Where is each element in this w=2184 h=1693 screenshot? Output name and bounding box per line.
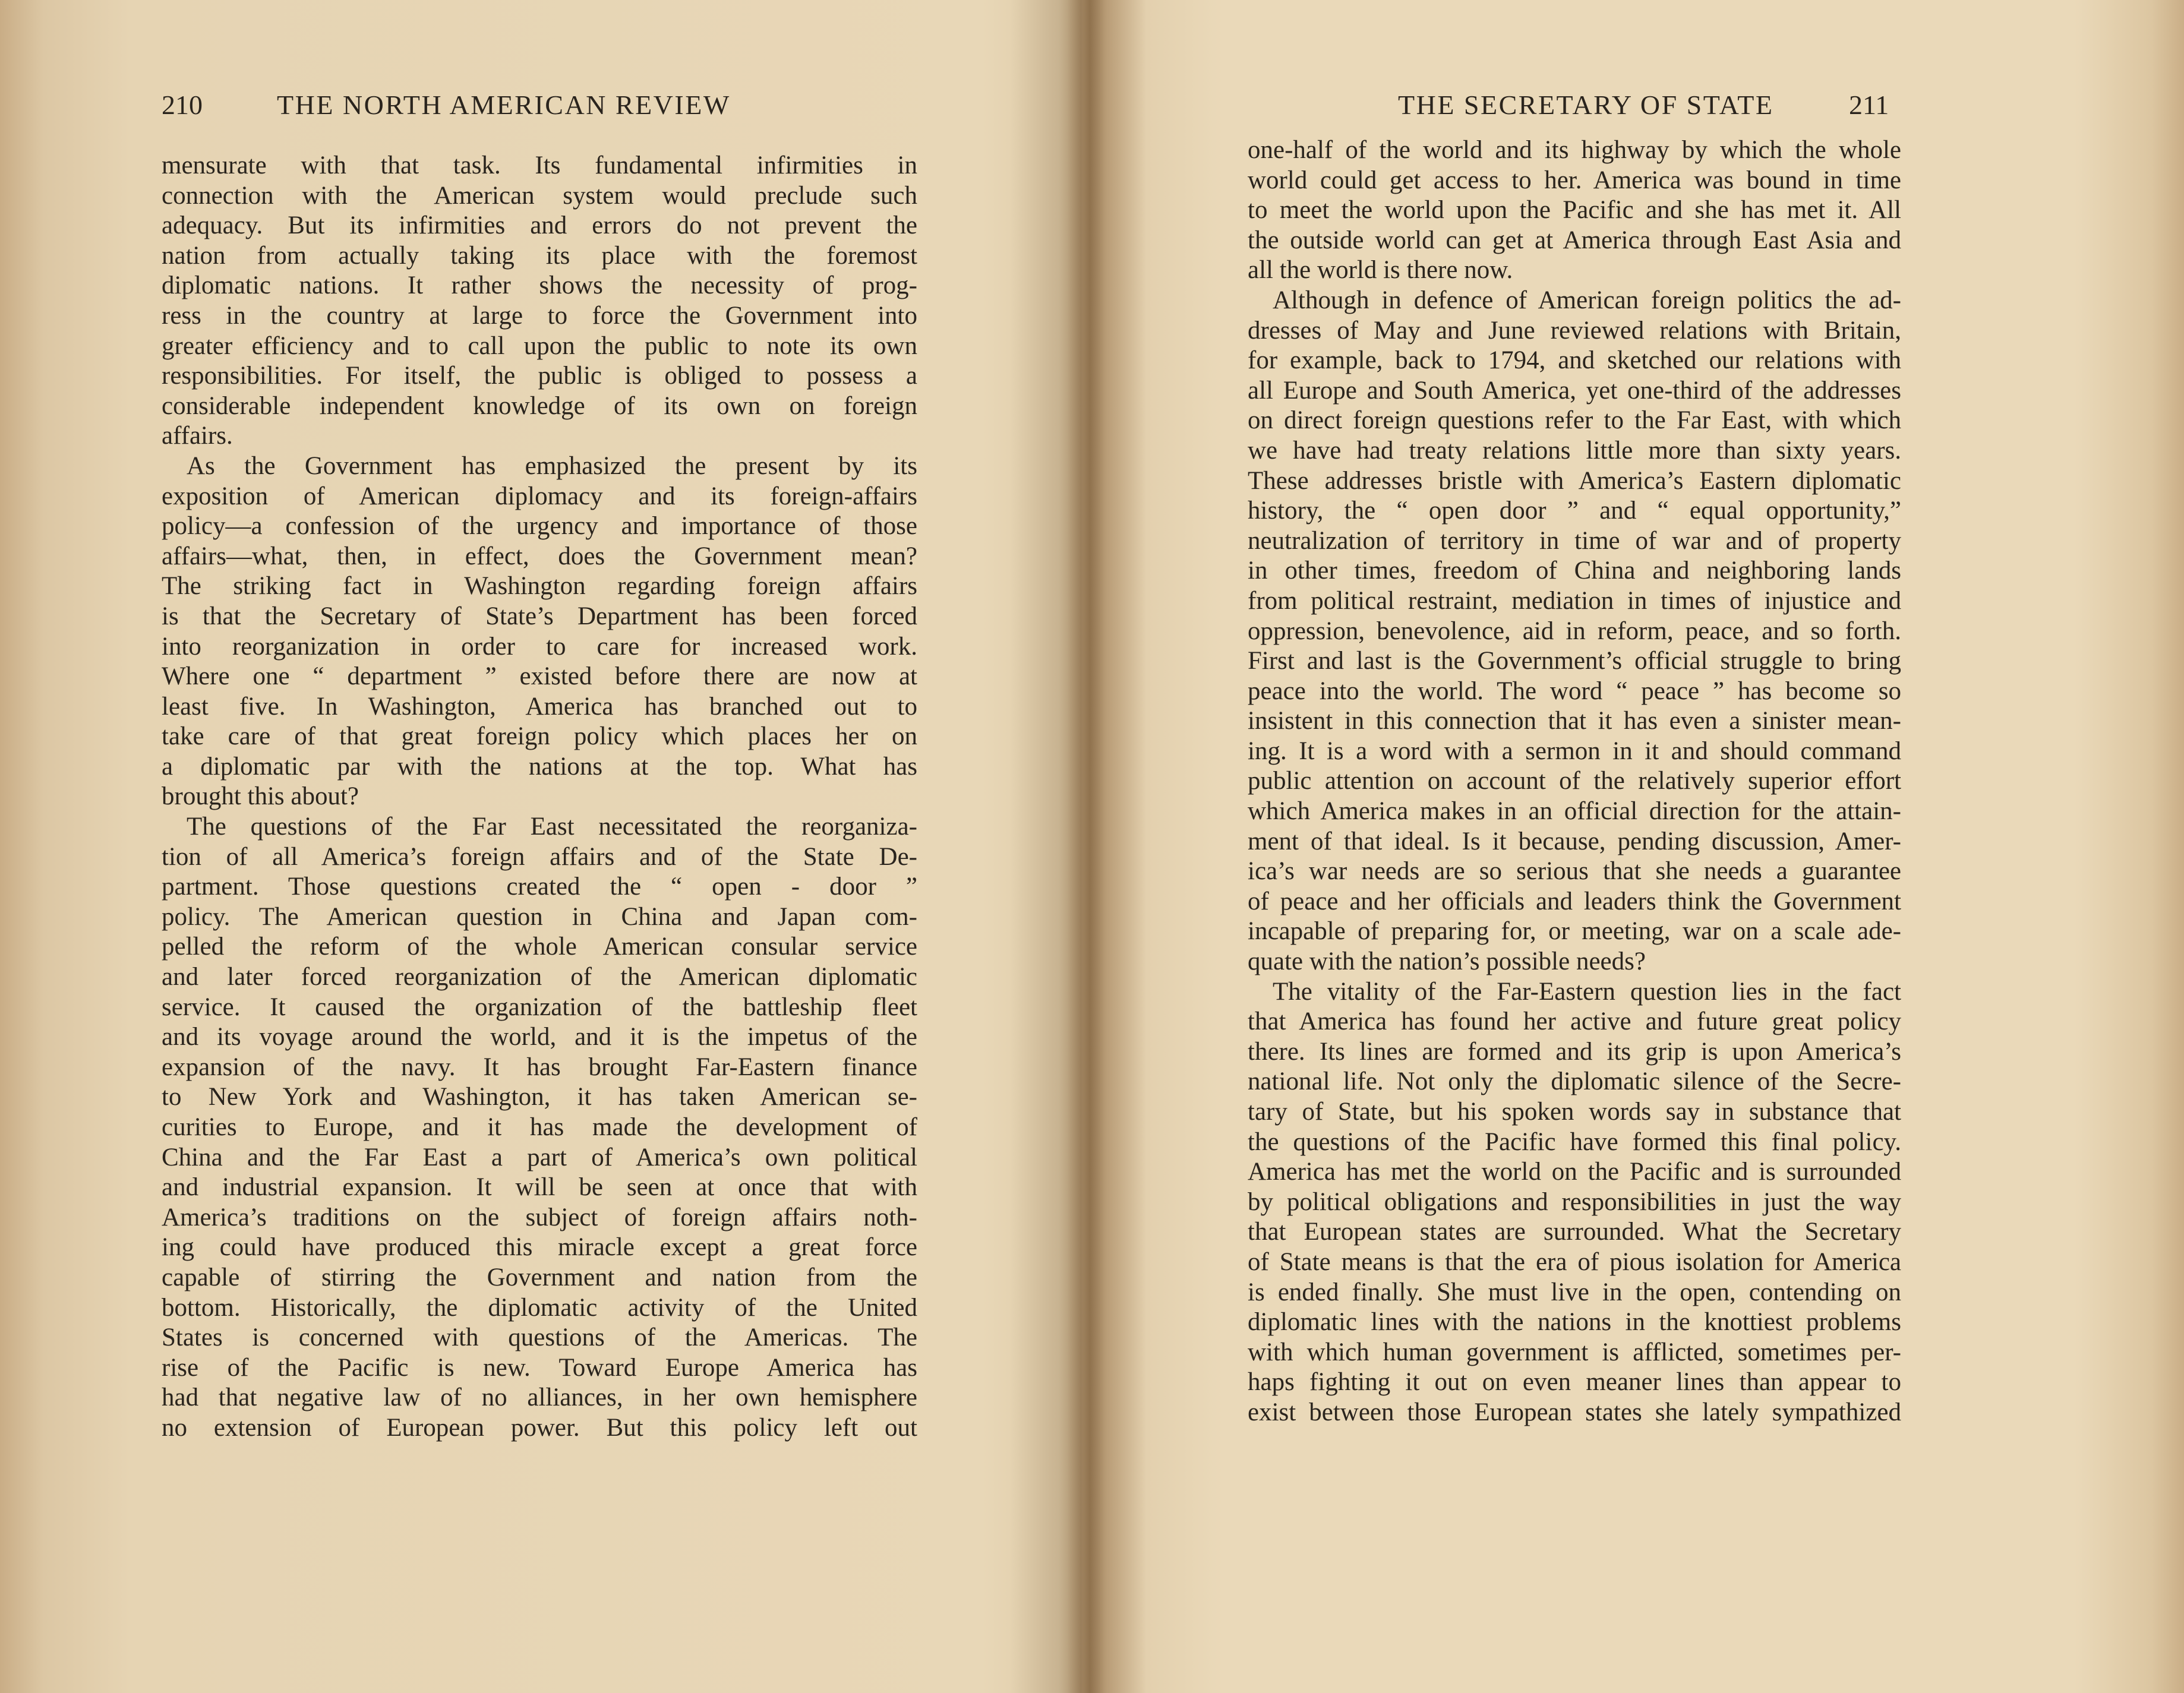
- text-line: considerable independent knowledge of its own on foreign: [162, 391, 917, 420]
- text-line: brought this about?: [162, 782, 359, 811]
- text-line: and later forced reorganization of the American diplomatic: [162, 963, 917, 991]
- text-line: no extension of European power. But this policy left out: [162, 1413, 917, 1442]
- text-line: that European states are surrounded. What the Secretary: [1248, 1218, 1901, 1246]
- text-line: America’s traditions on the subject of foreign affairs noth-: [162, 1203, 917, 1231]
- text-line: mensurate with that task. Its fundamental infirmities in: [162, 151, 917, 179]
- text-line: least five. In Washington, America has branched out to: [162, 692, 917, 721]
- text-line: incapable of preparing for, or meeting, war on a scale ade-: [1248, 917, 1901, 946]
- text-line: First and last is the Government’s official struggle to bring: [1248, 647, 1901, 675]
- text-line: ing could have produced this miracle except a great force: [162, 1233, 917, 1262]
- text-line: The vitality of the Far-Eastern question lies in the fact: [1273, 977, 1901, 1006]
- text-line: tion of all America’s foreign affairs and of the State De-: [162, 842, 917, 871]
- text-line: exposition of American diplomacy and its foreign-affairs: [162, 482, 917, 510]
- text-line: we have had treaty relations little more than sixty years.: [1248, 436, 1901, 465]
- text-line: Where one “ department ” existed before there are now at: [162, 662, 917, 691]
- text-line: to meet the world upon the Pacific and she has met it. All: [1248, 196, 1901, 225]
- text-line: ment of that ideal. Is it because, pending discussion, Amer-: [1248, 827, 1901, 855]
- text-line: one-half of the world and its highway by which the whole: [1248, 136, 1901, 164]
- page-number: 211: [1849, 90, 1889, 120]
- text-line: on direct foreign questions refer to the Far East, with which: [1248, 406, 1901, 435]
- text-line: connection with the American system would preclude such: [162, 181, 917, 210]
- text-line: exist between those European states she lately sympathized: [1248, 1398, 1901, 1426]
- text-line: capable of stirring the Government and nation from the: [162, 1263, 917, 1291]
- text-line: curities to Europe, and it has made the development of: [162, 1113, 917, 1141]
- text-line: affairs—what, then, in effect, does the Government mean?: [162, 542, 917, 570]
- text-line: adequacy. But its infirmities and errors do not prevent the: [162, 211, 917, 240]
- text-line: responsibilities. For itself, the public is obliged to possess a: [162, 362, 917, 390]
- text-line: The questions of the Far East necessitated the reorganiza-: [187, 813, 917, 841]
- text-line: ress in the country at large to force the Government into: [162, 301, 917, 330]
- text-line: that America has found her active and future great policy: [1248, 1007, 1901, 1036]
- text-line: tary of State, but his spoken words say in substance that: [1248, 1098, 1901, 1126]
- text-line: from political restraint, mediation in times of injustice and: [1248, 586, 1901, 615]
- text-line: the outside world can get at America through East Asia and: [1248, 226, 1901, 254]
- left-page: [0, 0, 1069, 1693]
- text-line: diplomatic nations. It rather shows the necessity of prog-: [162, 271, 917, 300]
- left-page-body: [162, 151, 917, 1444]
- text-line: the questions of the Pacific have formed this final policy.: [1248, 1127, 1901, 1156]
- running-head: THE NORTH AMERICAN REVIEW: [277, 90, 731, 120]
- right-page-body: [1248, 135, 1901, 1428]
- text-line: a diplomatic par with the nations at the top. What has: [162, 752, 917, 781]
- text-line: of peace and her officials and leaders think the Government: [1248, 887, 1901, 915]
- running-head: THE SECRETARY OF STATE: [1398, 90, 1774, 120]
- page-number: 210: [162, 90, 203, 120]
- text-line: is that the Secretary of State’s Department has been forced: [162, 602, 917, 630]
- text-line: for example, back to 1794, and sketched our relations with: [1248, 346, 1901, 375]
- text-line: had that negative law of no alliances, in her own hemisphere: [162, 1384, 917, 1412]
- text-line: China and the Far East a part of America’s own political: [162, 1143, 917, 1171]
- text-line: service. It caused the organization of the battleship fleet: [162, 993, 917, 1021]
- text-line: nation from actually taking its place with the foremost: [162, 241, 917, 270]
- text-line: national life. Not only the diplomatic silence of the Secre-: [1248, 1067, 1901, 1096]
- text-line: expansion of the navy. It has brought Far-Eastern finance: [162, 1053, 917, 1081]
- text-line: and its voyage around the world, and it is the impetus of the: [162, 1023, 917, 1051]
- gutter-shadow: [1010, 0, 1081, 1693]
- text-line: and industrial expansion. It will be seen at once that with: [162, 1173, 917, 1202]
- text-line: States is concerned with questions of the Americas. The: [162, 1324, 917, 1352]
- text-line: policy—a confession of the urgency and importance of those: [162, 512, 917, 541]
- text-line: affairs.: [162, 422, 233, 450]
- text-line: is ended finally. She must live in the open, contending on: [1248, 1278, 1901, 1306]
- text-line: As the Government has emphasized the present by its: [187, 451, 917, 480]
- text-line: haps fighting it out on even meaner lines than appear to: [1248, 1368, 1901, 1397]
- text-line: with which human government is afflicted, sometimes per-: [1248, 1338, 1901, 1366]
- text-line: quate with the nation’s possible needs?: [1248, 947, 1646, 976]
- text-line: The striking fact in Washington regarding foreign affairs: [162, 572, 917, 601]
- text-line: peace into the world. The word “ peace ” has become so: [1248, 677, 1901, 705]
- text-line: public attention on account of the relatively superior effort: [1248, 767, 1901, 795]
- text-line: partment. Those questions created the “ open - door ”: [162, 873, 917, 901]
- text-line: bottom. Historically, the diplomatic activity of the United: [162, 1293, 917, 1322]
- text-line: oppression, benevolence, aid in reform, peace, and so forth.: [1248, 617, 1901, 645]
- text-line: America has met the world on the Pacific and is surrounded: [1248, 1158, 1901, 1186]
- text-line: policy. The American question in China and Japan com-: [162, 902, 917, 931]
- text-line: ing. It is a word with a sermon in it and should command: [1248, 737, 1901, 765]
- gutter-shadow: [1081, 0, 1147, 1693]
- text-line: to New York and Washington, it has taken American se-: [162, 1083, 917, 1111]
- text-line: by political obligations and responsibilities in just the way: [1248, 1187, 1901, 1216]
- text-line: pelled the reform of the whole American consular service: [162, 933, 917, 961]
- text-line: neutralization of territory in time of war and of property: [1248, 526, 1901, 555]
- text-line: These addresses bristle with America’s Eastern diplomatic: [1248, 466, 1901, 495]
- text-line: all the world is there now.: [1248, 256, 1513, 285]
- text-line: there. Its lines are formed and its grip is upon America’s: [1248, 1037, 1901, 1066]
- text-line: Although in defence of American foreign politics the ad-: [1273, 286, 1901, 314]
- text-line: take care of that great foreign policy which places her on: [162, 722, 917, 751]
- text-line: dresses of May and June reviewed relations with Britain,: [1248, 316, 1901, 345]
- right-page: [1081, 0, 2184, 1693]
- text-line: which America makes in an official direction for the attain-: [1248, 797, 1901, 826]
- text-line: rise of the Pacific is new. Toward Europe America has: [162, 1353, 917, 1382]
- text-line: in other times, freedom of China and neighboring lands: [1248, 557, 1901, 585]
- text-line: of State means is that the era of pious isolation for America: [1248, 1247, 1901, 1276]
- text-line: insistent in this connection that it has even a sinister mean-: [1248, 707, 1901, 735]
- text-line: world could get access to her. America was bound in time: [1248, 166, 1901, 194]
- text-line: all Europe and South America, yet one-third of the addresses: [1248, 376, 1901, 405]
- text-line: diplomatic lines with the nations in the knottiest problems: [1248, 1308, 1901, 1337]
- text-line: into reorganization in order to care for increased work.: [162, 632, 917, 661]
- text-line: greater efficiency and to call upon the public to note its own: [162, 331, 917, 360]
- text-line: history, the “ open door ” and “ equal opportunity,”: [1248, 497, 1901, 525]
- text-line: ica’s war needs are so serious that she needs a guarantee: [1248, 857, 1901, 886]
